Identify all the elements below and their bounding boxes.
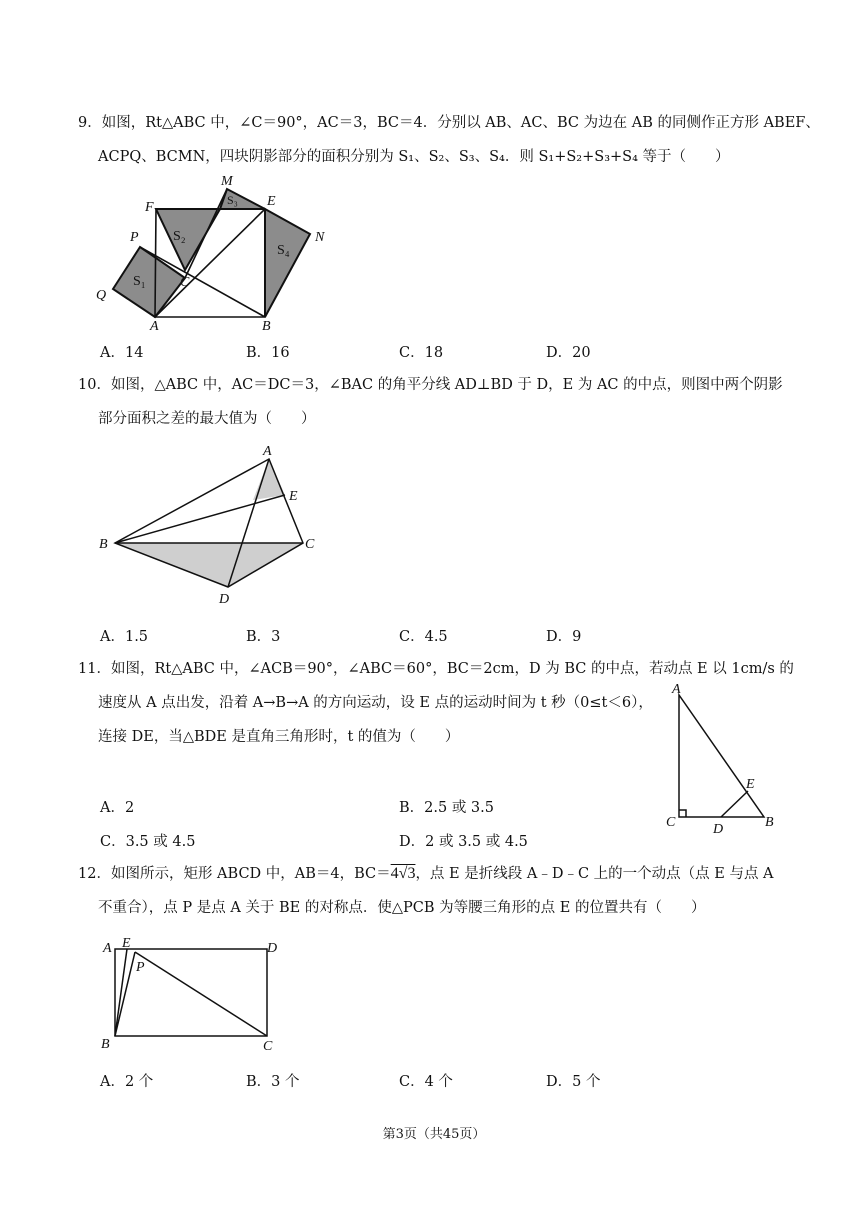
- q9-shade-s1: [113, 247, 185, 317]
- q9-label-s1: S₁: [133, 274, 146, 289]
- q9-label-b: B: [262, 319, 271, 334]
- q9-option-b: B．16: [246, 345, 290, 361]
- q10-option-a: A．1.5: [100, 629, 149, 645]
- q11-text-line3: 连接 DE，当△BDE 是直角三角形时，t 的值为（ ）: [98, 729, 460, 745]
- q12-option-b: B．3 个: [246, 1074, 300, 1090]
- q12-option-d: D．5 个: [546, 1074, 601, 1090]
- q12-text-line2: 不重合），点 P 是点 A 关于 BE 的对称点．使△PCB 为等腰三角形的点 E 的位置共有（ ）: [98, 900, 706, 916]
- q10-option-b: B．3: [246, 629, 281, 645]
- q9-option-d: D．20: [546, 345, 591, 361]
- q12-label-c: C: [263, 1039, 273, 1054]
- q10-label-c: C: [305, 537, 315, 552]
- q11-figure: [662, 680, 792, 835]
- q10-label-a: A: [263, 444, 272, 459]
- q12-text-line1-a: 12．如图所示，矩形 ABCD 中，AB＝4，BC＝: [78, 866, 391, 882]
- q11-label-e: E: [746, 777, 755, 792]
- q12-label-e: E: [122, 936, 131, 951]
- q10-label-d: D: [219, 592, 230, 607]
- q9-label-s4: S₄: [277, 243, 290, 258]
- q11-label-a: A: [672, 682, 681, 697]
- q10-option-d: D．9: [546, 629, 582, 645]
- q12-text-line1: [78, 864, 774, 884]
- q12-label-a: A: [103, 941, 112, 956]
- q12-text-line1-b: ，点 E 是折线段 A﹣D﹣C 上的一个动点（点 E 与点 A: [415, 866, 774, 882]
- q10-figure: [95, 440, 325, 610]
- q10-label-e: E: [289, 489, 298, 504]
- q11-text-line2: 速度从 A 点出发，沿着 A→B→A 的方向运动，设 E 点的运动时间为 t 秒（0≤t＜6），: [98, 695, 653, 711]
- q9-label-a: A: [150, 319, 159, 334]
- q12-label-b: B: [101, 1037, 110, 1052]
- q9-figure: [90, 168, 330, 333]
- q10-option-c: C．4.5: [399, 629, 448, 645]
- q9-label-q: Q: [96, 288, 107, 303]
- q11-option-a: A．2: [100, 800, 135, 816]
- q9-option-c: C．18: [399, 345, 444, 361]
- q9-label-n: N: [315, 230, 325, 245]
- q9-label-m: M: [221, 174, 233, 189]
- q12-option-c: C．4 个: [399, 1074, 453, 1090]
- q12-option-a: A．2 个: [100, 1074, 154, 1090]
- q11-label-b: B: [765, 815, 774, 830]
- q9-label-s2: S₂: [173, 229, 186, 244]
- q12-label-p: P: [136, 960, 145, 975]
- page-footer: 第3页（共45页）: [382, 1127, 486, 1142]
- q9-label-c: C: [180, 275, 190, 290]
- q9-label-e: E: [267, 194, 276, 209]
- q9-option-a: A．14: [100, 345, 144, 361]
- q9-text-line2: ACPQ、BCMN，四块阴影部分的面积分别为 S₁、S₂、S₃、S₄．则 S₁+S₂+S₃+S₄ 等于（ ）: [98, 149, 730, 165]
- q9-label-s3: S₃: [227, 193, 238, 207]
- q12-label-d: D: [267, 941, 278, 956]
- q11-text-line1: 11．如图，Rt△ABC 中，∠ACB＝90°，∠ABC＝60°，BC＝2cm，D 为 BC 的中点，若动点 E 以 1cm/s 的: [78, 661, 794, 677]
- q11-option-b: B．2.5 或 3.5: [399, 800, 494, 816]
- q12-root-value: 4√3: [390, 865, 416, 882]
- q11-label-c: C: [666, 815, 676, 830]
- q9-shade-s4: [265, 209, 310, 317]
- q11-option-c: C．3.5 或 4.5: [100, 834, 196, 850]
- q11-label-d: D: [713, 822, 724, 837]
- q9-text-line1: 9．如图，Rt△ABC 中，∠C＝90°，AC＝3，BC＝4．分别以 AB、AC、BC 为边在 AB 的同侧作正方形 ABEF、: [78, 115, 820, 131]
- q10-text-line1: 10．如图，△ABC 中，AC＝DC＝3，∠BAC 的角平分线 AD⊥BD 于 D，E 为 AC 的中点，则图中两个阴影: [78, 377, 783, 393]
- q11-option-d: D．2 或 3.5 或 4.5: [399, 834, 528, 850]
- q12-figure: [95, 935, 295, 1060]
- q9-label-p: P: [130, 230, 139, 245]
- q10-label-b: B: [99, 537, 108, 552]
- q9-label-f: F: [145, 200, 154, 215]
- q10-text-line2: 部分面积之差的最大值为（ ）: [98, 411, 316, 427]
